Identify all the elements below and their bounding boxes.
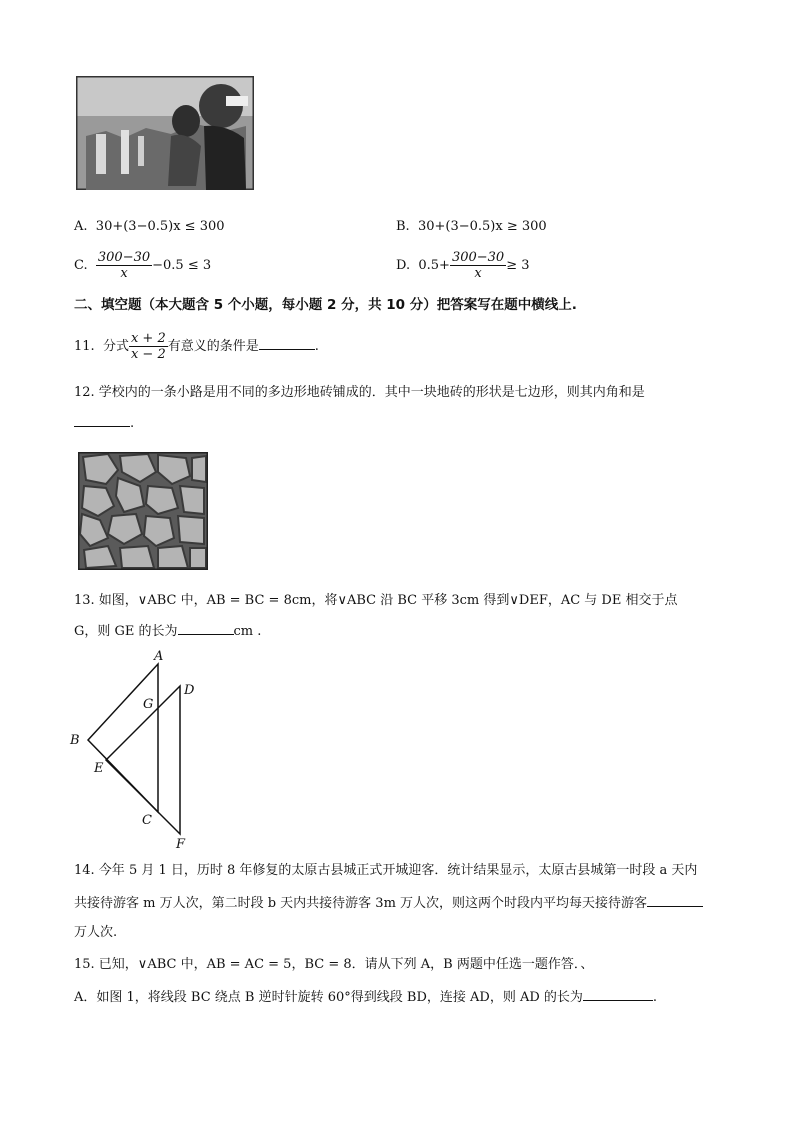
option-c-label: C. [74, 258, 88, 273]
question-11 [74, 330, 319, 364]
q12-line1: 12. 学校内的一条小路是用不同的多边形地砖铺成的．其中一块地砖的形状是七边形，则其内角和是 [74, 385, 645, 400]
q14-line3: 万人次. [74, 925, 118, 940]
label-c: C [142, 813, 152, 828]
q13-line2-post: cm . [233, 624, 262, 639]
q13-line2-pre: G，则 GE 的长为 [74, 624, 178, 639]
tile-photo [78, 452, 208, 570]
option-d-label: D. [396, 258, 411, 273]
q13-answer-blank[interactable] [178, 622, 234, 635]
option-c-numerator: 300−30 [97, 250, 151, 265]
q11-end: . [314, 339, 319, 354]
option-d-numerator: 300−30 [451, 250, 505, 265]
option-b-expr: 30+(3−0.5)x ≥ 300 [417, 219, 547, 234]
label-a: A [154, 649, 164, 664]
q11-denominator: x − 2 [130, 347, 166, 362]
q15-line2-pre: A．如图 1，将线段 BC 绕点 B 逆时针旋转 60°得到线段 BD，连接 AD，则 AD 的长为 [74, 990, 583, 1005]
q13-line2 [74, 622, 261, 641]
q14-line1: 14. 今年 5 月 1 日，历时 8 年修复的太原古县城正式开城迎客．统计结果显示，太原古县城第一时段 a 天内 [74, 863, 698, 878]
option-d-pre: 0.5+ [418, 258, 450, 273]
option-a [74, 218, 225, 236]
option-b-label: B. [396, 219, 410, 234]
q11-post: 有意义的条件是 [167, 339, 259, 354]
q14-line2 [74, 894, 703, 913]
label-d: D [184, 683, 195, 698]
q12-end: . [130, 416, 135, 431]
option-d [396, 250, 529, 282]
option-b [396, 218, 547, 236]
label-g: G [143, 697, 154, 712]
option-d-denominator: x [474, 266, 482, 281]
q15-line1: 15. 已知，∨ABC 中，AB = AC = 5，BC = 8．请从下列 A，B 两题中任选一题作答．、 [74, 957, 594, 972]
q13-line1: 13. 如图，∨ABC 中，AB = BC = 8cm，将∨ABC 沿 BC 平移 3cm 得到∨DEF，AC 与 DE 相交于点 [74, 593, 678, 608]
q11-fraction [129, 331, 168, 362]
figure-13 [66, 644, 206, 852]
label-f: F [176, 837, 186, 852]
option-a-expr: 30+(3−0.5)x ≤ 300 [95, 219, 225, 234]
option-c-rest: −0.5 ≤ 3 [152, 258, 212, 273]
q15-answer-blank[interactable] [583, 988, 653, 1001]
option-c-denominator: x [120, 266, 128, 281]
triangle-abc [88, 664, 158, 812]
option-c-fraction [96, 250, 152, 281]
q11-answer-blank[interactable] [259, 337, 315, 350]
q12-line2 [74, 414, 134, 433]
option-d-rest: ≥ 3 [506, 258, 530, 273]
q11-pre: 分式 [102, 339, 129, 354]
option-a-label: A. [74, 219, 88, 234]
q15-line2 [74, 988, 657, 1007]
q12-answer-blank[interactable] [74, 414, 130, 427]
option-d-fraction [450, 250, 506, 281]
q15-line2-post: . [652, 990, 658, 1005]
section-heading: 二、填空题（本大题含 5 个小题，每小题 2 分，共 10 分）把答案写在题中横线上. [74, 297, 577, 313]
q14-line2-text: 共接待游客 m 万人次，第二时段 b 天内共接待游客 3m 万人次，则这两个时段内平均每天接待游客 [74, 896, 648, 911]
scene-photo [76, 76, 254, 190]
label-e: E [94, 761, 104, 776]
q11-numerator: x + 2 [130, 331, 166, 346]
q11-number: 11. [74, 339, 95, 354]
label-b: B [70, 733, 80, 748]
option-c [74, 250, 211, 282]
q14-answer-blank[interactable] [647, 894, 703, 907]
